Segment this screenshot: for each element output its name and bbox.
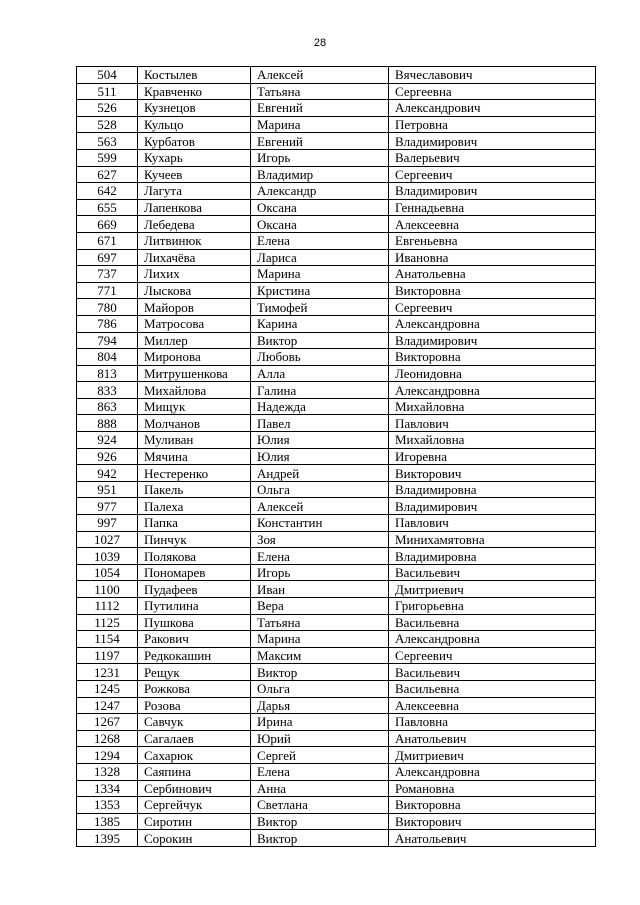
patronymic-cell: Алексеевна xyxy=(389,697,596,714)
first-name-cell: Зоя xyxy=(251,531,389,548)
row-number-cell: 627 xyxy=(77,166,138,183)
first-name-cell: Виктор xyxy=(251,813,389,830)
patronymic-cell: Валерьевич xyxy=(389,149,596,166)
table-row xyxy=(77,598,596,615)
row-number-cell: 997 xyxy=(77,515,138,532)
table-row xyxy=(77,498,596,515)
first-name-cell: Елена xyxy=(251,548,389,565)
patronymic-cell: Дмитриевич xyxy=(389,747,596,764)
row-number-cell: 528 xyxy=(77,116,138,133)
last-name-cell: Сагалаев xyxy=(138,730,251,747)
table-row xyxy=(77,67,596,84)
row-number-cell: 1154 xyxy=(77,631,138,648)
first-name-cell: Павел xyxy=(251,415,389,432)
table-row xyxy=(77,299,596,316)
first-name-cell: Марина xyxy=(251,631,389,648)
row-number-cell: 804 xyxy=(77,349,138,366)
row-number-cell: 813 xyxy=(77,365,138,382)
last-name-cell: Путилина xyxy=(138,598,251,615)
first-name-cell: Оксана xyxy=(251,199,389,216)
last-name-cell: Сорокин xyxy=(138,830,251,847)
first-name-cell: Юлия xyxy=(251,448,389,465)
table-row xyxy=(77,614,596,631)
patronymic-cell: Михайловна xyxy=(389,432,596,449)
first-name-cell: Виктор xyxy=(251,830,389,847)
row-number-cell: 926 xyxy=(77,448,138,465)
first-name-cell: Максим xyxy=(251,647,389,664)
row-number-cell: 786 xyxy=(77,315,138,332)
row-number-cell: 669 xyxy=(77,216,138,233)
last-name-cell: Кучеев xyxy=(138,166,251,183)
last-name-cell: Сиротин xyxy=(138,813,251,830)
first-name-cell: Дарья xyxy=(251,697,389,714)
row-number-cell: 563 xyxy=(77,133,138,150)
last-name-cell: Литвинюк xyxy=(138,232,251,249)
row-number-cell: 1231 xyxy=(77,664,138,681)
row-number-cell: 833 xyxy=(77,382,138,399)
table-row xyxy=(77,564,596,581)
first-name-cell: Анна xyxy=(251,780,389,797)
row-number-cell: 1027 xyxy=(77,531,138,548)
page-number: 28 xyxy=(313,37,327,49)
first-name-cell: Марина xyxy=(251,116,389,133)
table-row xyxy=(77,448,596,465)
patronymic-cell: Вячеславович xyxy=(389,67,596,84)
first-name-cell: Татьяна xyxy=(251,614,389,631)
first-name-cell: Владимир xyxy=(251,166,389,183)
patronymic-cell: Владимирович xyxy=(389,332,596,349)
table-row xyxy=(77,249,596,266)
patronymic-cell: Викторович xyxy=(389,465,596,482)
row-number-cell: 863 xyxy=(77,398,138,415)
row-number-cell: 526 xyxy=(77,100,138,117)
patronymic-cell: Викторовна xyxy=(389,282,596,299)
first-name-cell: Иван xyxy=(251,581,389,598)
first-name-cell: Ольга xyxy=(251,680,389,697)
last-name-cell: Пакель xyxy=(138,481,251,498)
patronymic-cell: Павловна xyxy=(389,714,596,731)
last-name-cell: Пономарев xyxy=(138,564,251,581)
first-name-cell: Елена xyxy=(251,232,389,249)
last-name-cell: Кульцо xyxy=(138,116,251,133)
patronymic-cell: Геннадьевна xyxy=(389,199,596,216)
last-name-cell: Курбатов xyxy=(138,133,251,150)
last-name-cell: Саяпина xyxy=(138,763,251,780)
row-number-cell: 697 xyxy=(77,249,138,266)
table-row xyxy=(77,714,596,731)
first-name-cell: Сергей xyxy=(251,747,389,764)
row-number-cell: 599 xyxy=(77,149,138,166)
table-row xyxy=(77,199,596,216)
row-number-cell: 642 xyxy=(77,183,138,200)
last-name-cell: Михайлова xyxy=(138,382,251,399)
row-number-cell: 1268 xyxy=(77,730,138,747)
first-name-cell: Андрей xyxy=(251,465,389,482)
last-name-cell: Лихачёва xyxy=(138,249,251,266)
patronymic-cell: Васильевич xyxy=(389,664,596,681)
patronymic-cell: Ивановна xyxy=(389,249,596,266)
last-name-cell: Лапенкова xyxy=(138,199,251,216)
last-name-cell: Сергейчук xyxy=(138,797,251,814)
first-name-cell: Игорь xyxy=(251,149,389,166)
last-name-cell: Лагута xyxy=(138,183,251,200)
last-name-cell: Лыскова xyxy=(138,282,251,299)
table-row xyxy=(77,515,596,532)
patronymic-cell: Александровна xyxy=(389,382,596,399)
table-row xyxy=(77,149,596,166)
table-row xyxy=(77,747,596,764)
patronymic-cell: Викторовна xyxy=(389,797,596,814)
table-row xyxy=(77,730,596,747)
last-name-cell: Ракович xyxy=(138,631,251,648)
row-number-cell: 1197 xyxy=(77,647,138,664)
first-name-cell: Евгений xyxy=(251,100,389,117)
patronymic-cell: Романовна xyxy=(389,780,596,797)
row-number-cell: 1125 xyxy=(77,614,138,631)
row-number-cell: 1245 xyxy=(77,680,138,697)
first-name-cell: Оксана xyxy=(251,216,389,233)
last-name-cell: Муливан xyxy=(138,432,251,449)
table-row xyxy=(77,133,596,150)
last-name-cell: Сербинович xyxy=(138,780,251,797)
patronymic-cell: Дмитриевич xyxy=(389,581,596,598)
table-row xyxy=(77,216,596,233)
first-name-cell: Александр xyxy=(251,183,389,200)
first-name-cell: Лариса xyxy=(251,249,389,266)
row-number-cell: 1328 xyxy=(77,763,138,780)
table-row xyxy=(77,780,596,797)
patronymic-cell: Павлович xyxy=(389,415,596,432)
last-name-cell: Лебедева xyxy=(138,216,251,233)
patronymic-cell: Владимирович xyxy=(389,183,596,200)
last-name-cell: Лихих xyxy=(138,266,251,283)
table-row xyxy=(77,813,596,830)
first-name-cell: Галина xyxy=(251,382,389,399)
patronymic-cell: Александровна xyxy=(389,763,596,780)
patronymic-cell: Владимировна xyxy=(389,481,596,498)
patronymic-cell: Александрович xyxy=(389,100,596,117)
first-name-cell: Алла xyxy=(251,365,389,382)
first-name-cell: Алексей xyxy=(251,498,389,515)
table-row xyxy=(77,797,596,814)
first-name-cell: Константин xyxy=(251,515,389,532)
table-row xyxy=(77,166,596,183)
row-number-cell: 888 xyxy=(77,415,138,432)
last-name-cell: Савчук xyxy=(138,714,251,731)
table-row xyxy=(77,697,596,714)
last-name-cell: Мячина xyxy=(138,448,251,465)
last-name-cell: Пушкова xyxy=(138,614,251,631)
patronymic-cell: Владимировна xyxy=(389,548,596,565)
first-name-cell: Любовь xyxy=(251,349,389,366)
patronymic-cell: Владимирович xyxy=(389,133,596,150)
table-row xyxy=(77,647,596,664)
row-number-cell: 1334 xyxy=(77,780,138,797)
first-name-cell: Вера xyxy=(251,598,389,615)
row-number-cell: 671 xyxy=(77,232,138,249)
patronymic-cell: Григорьевна xyxy=(389,598,596,615)
last-name-cell: Рожкова xyxy=(138,680,251,697)
table-row xyxy=(77,282,596,299)
row-number-cell: 1054 xyxy=(77,564,138,581)
first-name-cell: Марина xyxy=(251,266,389,283)
row-number-cell: 771 xyxy=(77,282,138,299)
first-name-cell: Юлия xyxy=(251,432,389,449)
patronymic-cell: Викторовна xyxy=(389,349,596,366)
row-number-cell: 655 xyxy=(77,199,138,216)
patronymic-cell: Васильевич xyxy=(389,564,596,581)
first-name-cell: Евгений xyxy=(251,133,389,150)
first-name-cell: Ольга xyxy=(251,481,389,498)
table-row xyxy=(77,581,596,598)
last-name-cell: Кравченко xyxy=(138,83,251,100)
first-name-cell: Карина xyxy=(251,315,389,332)
row-number-cell: 780 xyxy=(77,299,138,316)
patronymic-cell: Сергеевич xyxy=(389,299,596,316)
first-name-cell: Игорь xyxy=(251,564,389,581)
table-row xyxy=(77,631,596,648)
last-name-cell: Миллер xyxy=(138,332,251,349)
last-name-cell: Миронова xyxy=(138,349,251,366)
table-row xyxy=(77,232,596,249)
first-name-cell: Виктор xyxy=(251,332,389,349)
first-name-cell: Алексей xyxy=(251,67,389,84)
patronymic-cell: Алексеевна xyxy=(389,216,596,233)
table-row xyxy=(77,465,596,482)
patronymic-cell: Сергеевич xyxy=(389,166,596,183)
patronymic-cell: Евгеньевна xyxy=(389,232,596,249)
table-row xyxy=(77,116,596,133)
table-row xyxy=(77,266,596,283)
patronymic-cell: Минихамятовна xyxy=(389,531,596,548)
table-row xyxy=(77,531,596,548)
patronymic-cell: Васильевна xyxy=(389,680,596,697)
roster-table-body xyxy=(77,67,596,847)
row-number-cell: 1112 xyxy=(77,598,138,615)
table-row xyxy=(77,398,596,415)
patronymic-cell: Анатольевна xyxy=(389,266,596,283)
patronymic-cell: Михайловна xyxy=(389,398,596,415)
table-row xyxy=(77,664,596,681)
table-row xyxy=(77,83,596,100)
table-row xyxy=(77,415,596,432)
row-number-cell: 1385 xyxy=(77,813,138,830)
last-name-cell: Палеха xyxy=(138,498,251,515)
last-name-cell: Пинчук xyxy=(138,531,251,548)
table-row xyxy=(77,100,596,117)
last-name-cell: Митрушенкова xyxy=(138,365,251,382)
first-name-cell: Татьяна xyxy=(251,83,389,100)
row-number-cell: 737 xyxy=(77,266,138,283)
table-row xyxy=(77,481,596,498)
first-name-cell: Тимофей xyxy=(251,299,389,316)
row-number-cell: 924 xyxy=(77,432,138,449)
first-name-cell: Ирина xyxy=(251,714,389,731)
row-number-cell: 951 xyxy=(77,481,138,498)
patronymic-cell: Васильевна xyxy=(389,614,596,631)
first-name-cell: Елена xyxy=(251,763,389,780)
patronymic-cell: Александровна xyxy=(389,315,596,332)
row-number-cell: 1395 xyxy=(77,830,138,847)
row-number-cell: 504 xyxy=(77,67,138,84)
table-row xyxy=(77,830,596,847)
roster-table xyxy=(76,66,596,847)
patronymic-cell: Анатольевич xyxy=(389,830,596,847)
row-number-cell: 1294 xyxy=(77,747,138,764)
row-number-cell: 1267 xyxy=(77,714,138,731)
table-row xyxy=(77,365,596,382)
row-number-cell: 1039 xyxy=(77,548,138,565)
last-name-cell: Розова xyxy=(138,697,251,714)
table-row xyxy=(77,349,596,366)
row-number-cell: 1100 xyxy=(77,581,138,598)
table-row xyxy=(77,432,596,449)
patronymic-cell: Сергеевич xyxy=(389,647,596,664)
last-name-cell: Костылев xyxy=(138,67,251,84)
last-name-cell: Сахарюк xyxy=(138,747,251,764)
last-name-cell: Мищук xyxy=(138,398,251,415)
patronymic-cell: Александровна xyxy=(389,631,596,648)
patronymic-cell: Сергеевна xyxy=(389,83,596,100)
last-name-cell: Папка xyxy=(138,515,251,532)
patronymic-cell: Игоревна xyxy=(389,448,596,465)
patronymic-cell: Викторович xyxy=(389,813,596,830)
first-name-cell: Светлана xyxy=(251,797,389,814)
row-number-cell: 794 xyxy=(77,332,138,349)
patronymic-cell: Анатольевич xyxy=(389,730,596,747)
table-row xyxy=(77,315,596,332)
last-name-cell: Редкокашин xyxy=(138,647,251,664)
last-name-cell: Матросова xyxy=(138,315,251,332)
row-number-cell: 942 xyxy=(77,465,138,482)
table-row xyxy=(77,332,596,349)
last-name-cell: Молчанов xyxy=(138,415,251,432)
row-number-cell: 977 xyxy=(77,498,138,515)
first-name-cell: Юрий xyxy=(251,730,389,747)
first-name-cell: Надежда xyxy=(251,398,389,415)
table-row xyxy=(77,548,596,565)
last-name-cell: Майоров xyxy=(138,299,251,316)
last-name-cell: Пудафеев xyxy=(138,581,251,598)
first-name-cell: Виктор xyxy=(251,664,389,681)
patronymic-cell: Владимирович xyxy=(389,498,596,515)
row-number-cell: 1247 xyxy=(77,697,138,714)
row-number-cell: 1353 xyxy=(77,797,138,814)
first-name-cell: Кристина xyxy=(251,282,389,299)
last-name-cell: Полякова xyxy=(138,548,251,565)
last-name-cell: Рещук xyxy=(138,664,251,681)
table-row xyxy=(77,183,596,200)
table-row xyxy=(77,763,596,780)
row-number-cell: 511 xyxy=(77,83,138,100)
patronymic-cell: Леонидовна xyxy=(389,365,596,382)
patronymic-cell: Павлович xyxy=(389,515,596,532)
table-row xyxy=(77,680,596,697)
last-name-cell: Кухарь xyxy=(138,149,251,166)
last-name-cell: Нестеренко xyxy=(138,465,251,482)
patronymic-cell: Петровна xyxy=(389,116,596,133)
last-name-cell: Кузнецов xyxy=(138,100,251,117)
table-row xyxy=(77,382,596,399)
